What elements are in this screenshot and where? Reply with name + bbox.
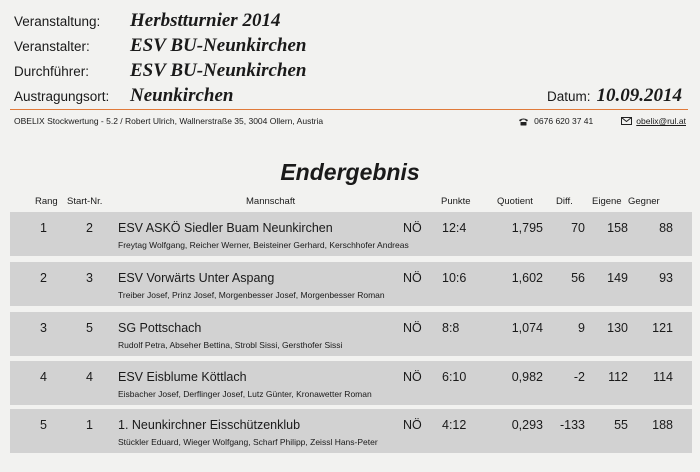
diff-cell: 9	[578, 321, 585, 335]
date-block	[547, 85, 682, 107]
team-players: Eisbacher Josef, Derflinger Josef, Lutz Günter, Kronawetter Roman	[118, 389, 372, 399]
info-row-austragungsort	[14, 85, 233, 107]
team-name: SG Pottschach	[118, 321, 202, 335]
info-label: Veranstaltung:	[14, 14, 101, 29]
table-row	[10, 361, 692, 405]
table-row	[10, 212, 692, 256]
points-cell: 4:12	[442, 418, 467, 432]
team-players: Stückler Eduard, Wieger Wolfgang, Scharf Philipp, Zeissl Hans-Peter	[118, 437, 378, 447]
col-header-diff: Diff.	[556, 196, 573, 207]
team-players: Treiber Josef, Prinz Josef, Morgenbesser Josef, Morgenbesser Roman	[118, 290, 385, 300]
diff-cell: -133	[559, 418, 585, 432]
region-cell: NÖ	[403, 370, 422, 384]
telephone-icon	[518, 117, 529, 126]
col-header-start: Start-Nr.	[67, 196, 103, 207]
info-value: ESV BU-Neunkirchen	[130, 35, 307, 56]
team-name: 1. Neunkirchner Eisschützenklub	[118, 418, 301, 432]
team-name: ESV Eisblume Köttlach	[118, 370, 247, 384]
table-row	[10, 409, 692, 453]
opponent-score-cell: 188	[652, 418, 673, 432]
table-row	[10, 262, 692, 306]
info-value: Neunkirchen	[130, 85, 234, 106]
start-number-cell: 3	[86, 271, 93, 285]
col-header-quotient: Quotient	[497, 196, 533, 207]
team-name: ESV Vorwärts Unter Aspang	[118, 271, 275, 285]
quotient-cell: 0,982	[511, 370, 543, 384]
quotient-cell: 1,074	[511, 321, 543, 335]
region-cell: NÖ	[403, 221, 422, 235]
col-header-gegner: Gegner	[628, 196, 660, 207]
start-number-cell: 1	[86, 418, 93, 432]
header-divider	[10, 109, 688, 110]
info-label: Durchführer:	[14, 64, 90, 79]
info-row-veranstalter	[14, 35, 307, 57]
email-link[interactable]: obelix@rul.at	[636, 116, 686, 126]
own-score-cell: 112	[608, 370, 628, 384]
rank-cell: 1	[40, 221, 47, 235]
rank-cell: 3	[40, 321, 47, 335]
info-label: Austragungsort:	[14, 89, 110, 104]
own-score-cell: 158	[607, 221, 628, 235]
region-cell: NÖ	[403, 271, 422, 285]
info-row-durchfuehrer	[14, 60, 307, 82]
rank-cell: 5	[40, 418, 47, 432]
info-label: Veranstalter:	[14, 39, 90, 54]
opponent-score-cell: 88	[659, 221, 673, 235]
rank-cell: 4	[40, 370, 47, 384]
page-title: Endergebnis	[280, 159, 420, 185]
own-score-cell: 55	[614, 418, 628, 432]
table-row	[10, 312, 692, 356]
software-footer	[14, 116, 686, 126]
opponent-score-cell: 114	[653, 370, 673, 384]
phone-contact	[518, 116, 593, 126]
email-contact	[621, 116, 686, 126]
start-number-cell: 2	[86, 221, 93, 235]
info-value: ESV BU-Neunkirchen	[130, 60, 307, 81]
col-header-rang: Rang	[35, 196, 58, 207]
start-number-cell: 4	[86, 370, 93, 384]
region-cell: NÖ	[403, 321, 422, 335]
opponent-score-cell: 121	[652, 321, 673, 335]
rank-cell: 2	[40, 271, 47, 285]
envelope-icon	[621, 117, 632, 125]
diff-cell: 56	[571, 271, 585, 285]
points-cell: 12:4	[442, 221, 467, 235]
date-value: 10.09.2014	[596, 85, 682, 106]
date-label: Datum:	[546, 89, 591, 104]
team-players: Rudolf Petra, Abseher Bettina, Strobl Sissi, Gersthofer Sissi	[118, 340, 343, 350]
col-header-punkte: Punkte	[441, 196, 471, 207]
opponent-score-cell: 93	[659, 271, 673, 285]
quotient-cell: 1,602	[511, 271, 543, 285]
start-number-cell: 5	[86, 321, 93, 335]
points-cell: 10:6	[442, 271, 467, 285]
table-header	[0, 196, 700, 210]
team-players: Freytag Wolfgang, Reicher Werner, Beisteiner Gerhard, Kerschhofer Andreas	[118, 240, 409, 250]
quotient-cell: 1,795	[511, 221, 543, 235]
diff-cell: 70	[571, 221, 585, 235]
phone-number: 0676 620 37 41	[534, 116, 594, 126]
diff-cell: -2	[573, 370, 585, 384]
quotient-cell: 0,293	[511, 418, 543, 432]
region-cell: NÖ	[403, 418, 422, 432]
team-name: ESV ASKÖ Siedler Buam Neunkirchen	[118, 221, 333, 235]
software-credit: OBELIX Stockwertung - 5.2 / Robert Ulrich, Wallnerstraße 35, 3004 Ollern, Austria	[14, 116, 324, 126]
info-row-veranstaltung	[14, 10, 280, 32]
col-header-eigene: Eigene	[592, 196, 622, 207]
info-value: Herbstturnier 2014	[130, 10, 281, 31]
col-header-mannschaft: Mannschaft	[246, 196, 296, 207]
points-cell: 6:10	[442, 370, 467, 384]
points-cell: 8:8	[442, 321, 460, 335]
own-score-cell: 149	[607, 271, 628, 285]
own-score-cell: 130	[607, 321, 628, 335]
